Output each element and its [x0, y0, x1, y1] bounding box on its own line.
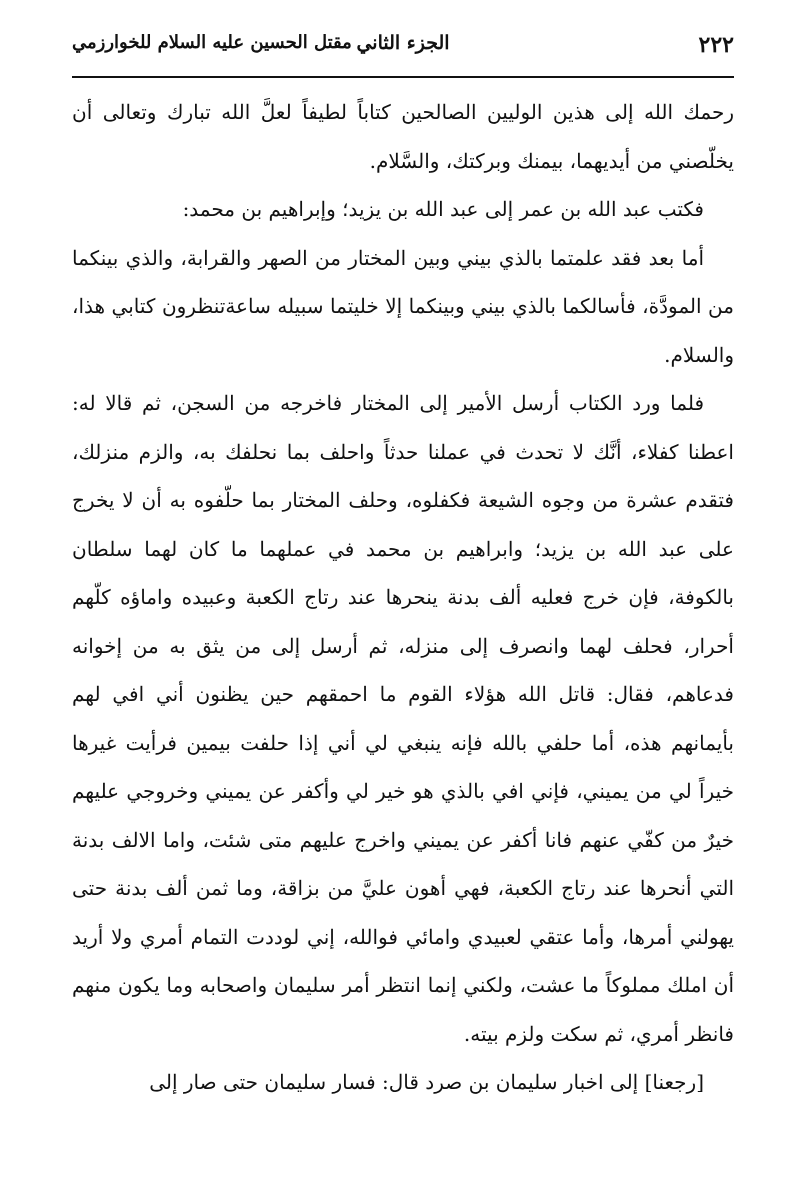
paragraph: فكتب عبد الله بن عمر إلى عبد الله بن يزيد؛ وإبراهيم بن محمد: [182, 197, 704, 221]
header-divider [72, 76, 734, 78]
paragraph: أما بعد فقد علمتما بالذي بيني وبين المختار من الصهر والقرابة، والذي بينكما من المودَّة، فأسالكما بالذي بيني وبينكما إلا خليتما سبيله ساعةتنظرون كتابي هذا، والسلام. [72, 245, 734, 367]
page-number: ٢٢٢ [698, 32, 734, 58]
paragraph: فلما ورد الكتاب أرسل الأمير إلى المختار فاخرجه من السجن، ثم قالا له: اعطنا كفلاء، أنَّك لا تحدث في عملنا حدثاً واحلف بما نحلفك به، والزم منزلك، فتقدم عشرة من وجوه الشيعة فكفلوه، وحلف المختار بما حلّفوه به أن لا يخرج على عبد الله بن يزيد؛ وابراهيم بن محمد في عملهما ما كان لهما سلطان بالكوفة، فإن خرج فعليه ألف بدنة ينحرها عند رتاج الكعبة وعبيده واماؤه كلّهم أحرار، فحلف لهما وانصرف إلى منزله، ثم أرسل إلى من يثق به من إخوانه فدعاهم، فقال: قاتل الله هؤلاء القوم ما احمقهم حين يظنون أني افي لهم بأيمانهم هذه، أما حلفي بالله فإنه ينبغي لي أني إذا حلفت بيمين فرأيت غيرها خيراً لي من يميني، فإني افي بالذي هو خير لي وأكفر عن يميني وخروجي عليهم خيرٌ من كفّي عنهم فانا أكفر عن يميني واخرج عليهم متى شئت، واما الالف بدنة التي أنحرها عند رتاج الكعبة، فهي أهون عليَّ من بزاقة، وما ثمن ألف بدنة حتى يهولني أمرها، وأما عتقي لعبيدي وامائي فوالله، إني لوددت التمام أمري ولا أريد أن املك مملوكاً ما عشت، ولكني إنما انتظر أمر سليمان واصحابه وما يكون منهم فانظر أمري، ثم سكت ولزم بيته. [72, 391, 734, 1046]
paragraph: [رجعنا] إلى اخبار سليمان بن صرد قال: فسار سليمان حتى صار إلى [149, 1070, 704, 1094]
running-title: الجزء الثاني [356, 32, 450, 54]
book-title: مقتل الحسين عليه السلام للخوارزمي [72, 32, 352, 53]
paragraph: رحمك الله إلى هذين الوليين الصالحين كتاباً لطيفاً لعلَّ الله تبارك وتعالى أن يخلّصني من أيديهما، بيمنك وبركتك، والسَّلام. [72, 100, 734, 173]
page-body [72, 88, 734, 1107]
page-header [72, 28, 734, 68]
